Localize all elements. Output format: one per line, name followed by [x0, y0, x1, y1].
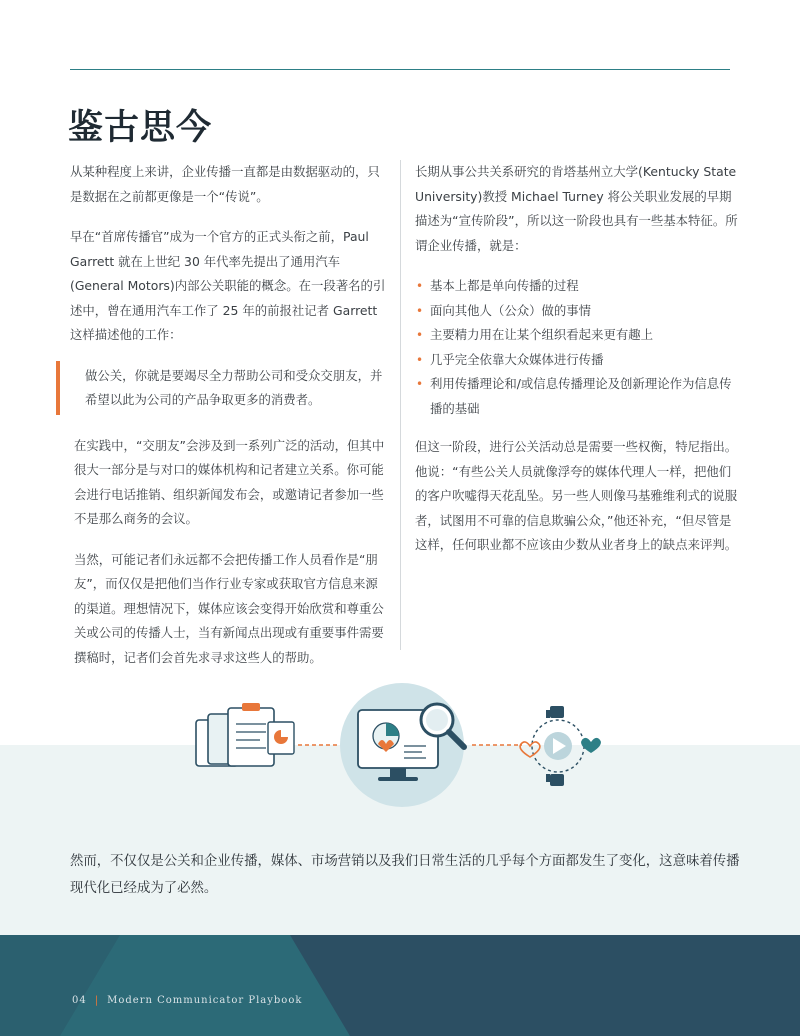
column-divider: [400, 160, 401, 650]
quote-accent-bar: [56, 361, 60, 415]
bullet-icon: •: [416, 328, 424, 342]
footer: [0, 935, 800, 1036]
list-item: • 几乎完全依靠大众媒体进行传播: [415, 348, 740, 373]
footer-text: [72, 995, 302, 1006]
top-rule: [70, 69, 730, 70]
social-feedback-icon: [520, 706, 601, 786]
list-item: • 基本上都是单向传播的过程: [415, 274, 740, 299]
left-paragraph-4: 当然，可能记者们永远都不会把传播工作人员看作是“朋友”，而仅仅是把他们当作行业专家或获取官方信息来源的渠道。理想情况下，媒体应该会变得开始欣赏和尊重公关或公司的传播人士，当有新闻点出现或有重要事件需要撰稿时，记者们会首先求寻求这些人的帮助。: [74, 551, 384, 665]
book-title: Modern Communicator Playbook: [107, 995, 303, 1006]
footer-shapes: [0, 935, 800, 1036]
bullet-icon: •: [416, 279, 424, 293]
bullet-icon: •: [416, 352, 424, 367]
left-column: [70, 160, 388, 686]
right-column: [415, 160, 740, 574]
closing-paragraph: 然而，不仅仅是公关和企业传播，媒体、市场营销以及我们日常生活的几乎每个方面都发生了变化，这意味着传播现代化已经成为了必然。: [70, 854, 740, 896]
page-title: 鉴古思今: [68, 108, 213, 148]
right-paragraph-2: 但这一阶段，进行公关活动总是需要一些权衡，特尼指出。他说：“有些公关人员就像浮夸的媒体代理人一样，把他们的客户吹嘘得天花乱坠。另一些人则像马基雅维利式的说服者，试图用不可靠的信息欺骗公众，”他还补充，“但尽管是这样，任何职业都不应该由少数从业者身上的缺点来评判。: [415, 439, 738, 552]
left-paragraph-2: 早在“首席传播官”成为一个官方的正式头衔之前，Paul Garrett 就在上世纪 30 年代率先提出了通用汽车(General Motors)内部公关职能的概念。在一段著名的引述中，曾在通用汽车工作了 25 年的前报社记者 Garrett 这样描述他的工作：: [70, 229, 386, 342]
documents-clipboard-icon: [196, 703, 294, 766]
feature-list: [415, 274, 740, 421]
list-item: • 主要精力用在让某个组织看起来更有趣上: [415, 323, 740, 348]
right-paragraph-1: 长期从事公共关系研究的肯塔基州立大学(Kentucky State University)教授 Michael Turney 将公关职业发展的早期描述为“宣传阶段”，所以这一阶段也具有一些基本特征。所谓企业传播，就是：: [415, 164, 738, 253]
bullet-icon: •: [416, 303, 424, 318]
list-item: • 面向其他人（公众）做的事情: [415, 299, 740, 324]
page-number: 04: [72, 995, 87, 1006]
pull-quote: [70, 364, 388, 413]
communication-illustration: [190, 680, 610, 810]
left-paragraph-3: 在实践中，“交朋友”会涉及到一系列广泛的活动，但其中很大一部分是与对口的媒体机构和记者建立关系。你可能会进行电话推销、组织新闻发布会，或邀请记者参加一些不是那么商务的会议。: [74, 437, 385, 526]
pull-quote-text: 做公关，你就是要竭尽全力帮助公司和受众交朋友，并希望以此为公司的产品争取更多的消费者。: [85, 367, 383, 407]
footer-separator: |: [94, 995, 100, 1006]
left-paragraph-1: 从某种程度上来讲，企业传播一直都是由数据驱动的，只是数据在之前都更像是一个“传说”。: [70, 164, 380, 204]
list-item: • 利用传播理论和/或信息传播理论及创新理论作为信息传播的基础: [415, 372, 740, 421]
monitor-analytics-icon: [340, 683, 464, 807]
bullet-icon: •: [416, 377, 424, 391]
